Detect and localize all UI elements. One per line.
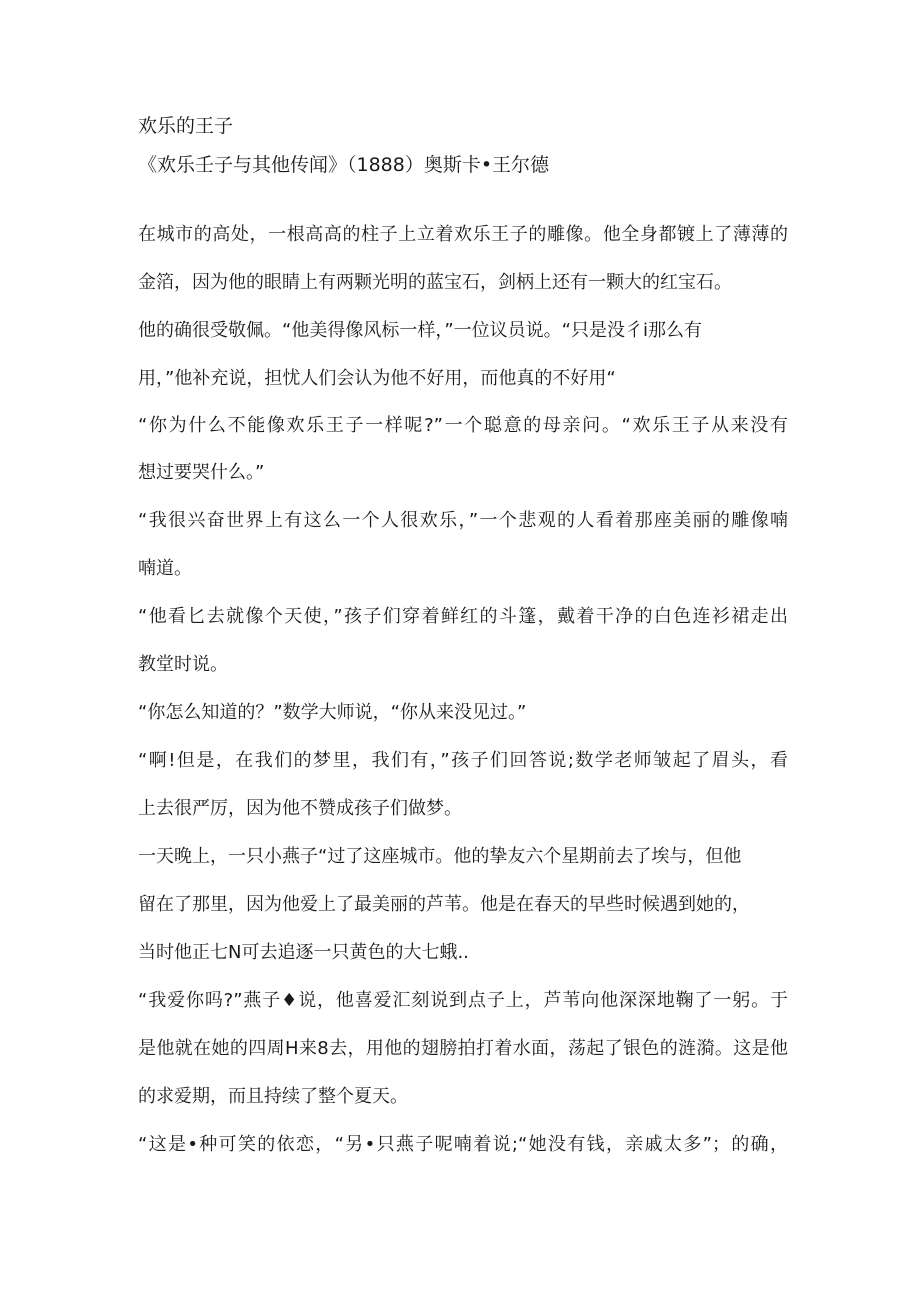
text-line: 上去很严厉，因为他不赞成孩子们做梦。 xyxy=(138,798,462,819)
text-line: 喃道。 xyxy=(138,558,192,579)
text-line: “你怎么知道的？”数学大师说，“你从来没见过。” xyxy=(138,702,527,723)
text-line: 的求爱期，而且持续了整个夏天。 xyxy=(138,1086,408,1107)
text-line: 用，”他补充说，担忧人们会认为他不好用，而他真的不好用“ xyxy=(138,368,616,389)
document-subtitle: 《欢乐壬子与其他传闻》（1888）奥斯卡•王尔德 xyxy=(138,154,550,176)
document-title: 欢乐的王子 xyxy=(138,115,234,137)
text-line: 想过要哭什么。” xyxy=(138,462,265,483)
text-line: 金箔，因为他的眼睛上有两颗光明的蓝宝石，剑柄上还有一颗大的红宝石。 xyxy=(138,272,732,293)
text-line: 是他就在她的四周H来8去，用他的翅膀拍打着水面，荡起了银色的涟漪。这是他 xyxy=(138,1038,788,1059)
text-line: 留在了那里，因为他爱上了最美丽的芦苇。他是在春天的早些时候遇到她的， xyxy=(138,894,750,915)
text-line: “这是•种可笑的依恋，“另•只燕子呢喃着说;“她没有钱，亲戚太多”；的确， xyxy=(138,1134,788,1155)
text-line: 他的确很受敬佩。“他美得像风标一样，”一位议员说。“只是没彳i那么有 xyxy=(138,320,702,341)
text-line: 教堂时说。 xyxy=(138,654,228,675)
text-line: “你为什么不能像欢乐王子一样呢?”一个聪意的母亲问。“欢乐王子从来没有 xyxy=(138,415,788,436)
text-line: 在城市的高处，一根高高的柱子上立着欢乐王子的雕像。他全身都镀上了薄薄的 xyxy=(138,224,788,245)
text-line: “啊!但是，在我们的梦里，我们有，”孩子们回答说;数学老师皱起了眉头，看 xyxy=(138,750,788,771)
text-line: “他看匕去就像个天使，”孩子们穿着鲜红的斗篷，戴着干净的白色连衫裙走出 xyxy=(138,606,788,627)
text-line: “我很兴奋世界上有这么一个人很欢乐，”一个悲观的人看着那座美丽的雕像喃 xyxy=(138,510,788,531)
text-line: “我爱你吗?”燕子♦说，他喜爱汇刻说到点子上，芦苇向他深深地鞠了一躬。于 xyxy=(138,990,788,1011)
text-line: 当时他正七N可去追逐一只黄色的大七蛾.. xyxy=(138,942,469,963)
text-line: 一天晚上，一只小燕子“过了这座城市。他的挚友六个星期前去了埃与，但他 xyxy=(138,846,742,867)
